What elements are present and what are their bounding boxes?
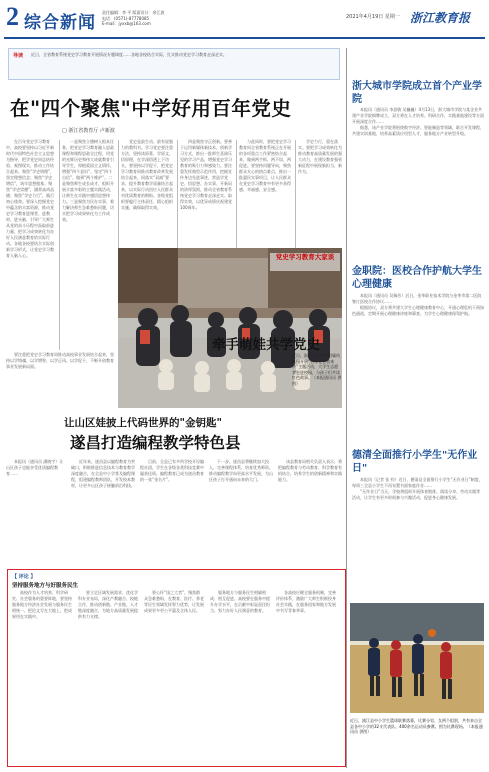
side-text-1: 本报讯（通讯员 李思敏 吴巍巍）4月13日，浙大城市学院与某企业共建产业学院揭牌成立，双方将在人才培养、科研合作、实践基地建设等方面开展深度合作…… 据悉，该产业学院将围绕数字经济、智能制造等领域，联合开发课程，共建实训基地，培养高素质应用型人才，服务地方产业转型升级。 — [352, 107, 484, 136]
basketball-photo — [350, 603, 484, 713]
bottom-col-5: 该县教育局相关负责人表示，将把编程教育与劳动教育、科学教育有机结合，培养学生的创新精神和实践能力。 — [278, 459, 342, 482]
opinion-title: 坚持服务地方与好服务民生 — [12, 583, 79, 589]
opinion-col-4: 服务地方与服务民生相辅相成、相互促进。高校要在服务中提升办学水平，在贡献中彰显责任担当，努力办好人民满意的教育。 — [210, 590, 270, 613]
bottom-title-2: 遂昌打造编程教学特色县 — [70, 434, 241, 452]
main-col-divider — [59, 140, 60, 350]
side-title-1: 浙大城市学院成立首个产业学院 — [352, 81, 482, 105]
opinion-box — [7, 569, 346, 767]
bottom-col-3: 目前，全县已有多所学校开设编程社团，学生在各级各类科技竞赛中屡获佳绩。编程教育已成为遂昌教育的一张“金名片”。 — [140, 459, 204, 482]
main-title: 在"四个聚焦"中学好用百年党史 — [10, 97, 292, 120]
column-stamp: 党史学习教育大家谈 — [270, 253, 340, 271]
masthead-logo: 浙江教育报 — [410, 11, 471, 25]
side-text-3: 本报讯（记者 张 钧）近日，德清县全面推行小学生“无作业日”制度，每周三全县小学生不再布置书面家庭作业…… “无作业日”当天，学校将组织开展体育锻炼、阅读分享、劳动实践等活动，让学生有更多时间参与兴趣活动，促进身心健康发展。 — [352, 477, 483, 500]
main-col-1b: 要注重把党史学习教育同推动高校事业发展结合起来，坚持以学铸魂、以学增智、以学正风、以学促干，不断开创教育事业发展新局面。 — [6, 352, 114, 369]
section-title: 综合新闻 — [24, 13, 96, 33]
bottom-col-4: 下一步，遂昌县将继续加大投入，完善课程体系，培育优秀师资，推动编程教学向更高水平发展，为山区孩子打开通向未来的大门。 — [209, 459, 273, 482]
opinion-col-2: 要立足区域发展需求，优化学科专业布局，深化产教融合、校地合作，推动创新链、产业链、人才链深度融合，为地方高质量发展提供有力支撑。 — [78, 590, 138, 619]
sidebar-divider — [346, 48, 347, 768]
editor-info: 责任编辑：李 平 版面设计：余江波 电话：(0571)-87778085 E-mail：jyxxb@163.com — [102, 10, 165, 27]
bottom-title-1: 让山区娃披上代码世界的"金钥匙" — [64, 417, 222, 429]
header-rule — [4, 37, 485, 39]
photo-caption-title: 牵手萌娃共学党史 — [212, 337, 320, 353]
basketball-caption: 近日，浦江县中小学生篮球联赛落幕，比赛分男、女两个组别，共有来自全县各中小学的32支代表队、400余名运动员参赛。图为比赛现场。（本报通讯员 供图） — [350, 718, 483, 734]
opinion-label: 【 评论 】 — [12, 574, 36, 580]
main-col-5: 与此同时，要把党史学习教育同全省教育系统正在开展的各项重点工作紧密结合起来，做到两手抓、两不误、两促进。要坚持问题导向，聚焦群众关心的热点难点，推出一批惠民实事项目，让人民群众在党史学习教育中有更多获得感、幸福感、安全感。 — [239, 139, 291, 192]
banner-text: 近日，全省教育系统党史学习教育开展情况专题调度……各地各校结合实际，扎实推动党史学习教育走深走实。 — [31, 52, 227, 57]
main-col-1: 在百年党史学习教育中，高校要坚持以习近平新时代中国特色社会主义思想为指导，把学党史同总结经验、观照现实、推动工作结合起来。聚焦“学史明理”，坚定理想信念；聚焦“学史增信”，筑牢思想根基；聚焦“学史崇德”，涵养高尚品德；聚焦“学史力行”，践行初心使命。要深入挖掘党史中蕴含的丰富资源，推动党史学习教育进课堂、进教材、进头脑，引导广大师生从党的奋斗历程中汲取前进力量，把学习成效转化为办好人民满意教育的实际行动。各地各校要结合实际创新学习形式，让党史学习教育入脑入心。 — [6, 139, 55, 258]
side-text-2: 本报讯（通讯员 吴佩芳）近日，金华职业技术学院与金华市第二医院签订医校合作协议…… 根据协议，双方将共建大学生心理健康教育中心，开通心理危机干预绿色通道，定期开展心理健康讲座和筛查，为学生心理健康保驾护航。 — [352, 293, 484, 316]
banner-label: 导读 — [13, 53, 24, 59]
issue-date: 2021年4月19日 星期一 — [346, 14, 400, 20]
opinion-col-1: 高校作为人才培养、科学研究、社会服务的重要阵地，要坚持服务地方经济社会发展与服务民生相统一，把论文写在大地上，把成果用在实践中。 — [12, 590, 72, 619]
main-byline: □ 浙江省教育厅 卢新波 — [62, 128, 115, 134]
bottom-col-2: 近年来，遂昌县以编程教育为突破口，积极推进信息技术与教育教学深度融合，在全县中小学普及编程课程，组建编程教师团队，开发校本教材，让更多山区孩子接触前沿科技。 — [71, 459, 135, 488]
opinion-col-3: 要心怀“国之大者”，聚焦群众急难愁盼，在教育、医疗、养老等民生领域发挥智力优势，让发展成果更多更公平惠及全体人民。 — [144, 590, 204, 613]
side-title-3: 德清全面推行小学生"无作业日" — [352, 450, 478, 474]
opinion-col-5: 各高校应健全服务机制，完善评价体系，激励广大师生积极投身社会实践，在服务国家和地方发展中书写青春华章。 — [276, 590, 336, 613]
banner — [8, 48, 340, 80]
side-title-2: 金职院：医校合作护航大学生心理健康 — [352, 266, 482, 290]
page-number: 2 — [6, 2, 19, 31]
main-col-3: 党史是最生动、最有说服力的教科书。学习党史要注重方法，坚持读原著、学原文、悟原理，在学深悟透上下功夫。要坚持以学促干，把党史学习教育同推动教育改革发展结合起来，同落实“双减”要求、提升教育教学质量结合起来，以实际行动回应人民群众对优质教育的期盼。各级党组织要履行主体责任，精心组织实施，确保取得实效。 — [121, 139, 173, 210]
main-col-4: 四是聚焦守正创新。要善于运用新媒体新技术，创新学习方式，推出一批师生喜闻乐见的学习产品，增强党史学习教育的吸引力和感染力。要注重发挥典型示范作用，挖掘宣传身边先进事迹，营造学党史、悟思想、办实事、开新局的浓厚氛围，推动全省教育系统党史学习教育走深走实、取得实效，以优异成绩庆祝建党100周年。 — [180, 139, 232, 210]
photo-note: 近日，浙江工业大学附属幼儿园开展“百年党史我来讲”主题活动，大学生志愿者走进校园，与孩子们共读红色故事。（本报通讯员 供图） — [292, 353, 342, 386]
main-col-6: 学史力行，重在落实。要把学习成效转化为推动教育高质量发展的强大动力，在建设教育强省新征程中展现新担当、新作为。 — [298, 139, 342, 174]
bottom-col-1: 本报讯（通讯员 潘晓宇）让山区孩子也能享受优质编程教育…… — [6, 459, 64, 476]
main-col-2: 一是聚焦立德树人根本任务，把党史学习教育融入思政课程和课程思政全过程，用党的光辉历史和伟大成就教育引导学生，厚植爱国主义情怀，增强“四个意识”、坚定“四个自信”、做到“两个维护”。二是聚焦师生成长成才，组织开展丰富多彩的主题实践活动，让师生在实践中感悟思想伟力。三是聚焦为民办实事，着力解决师生急难愁盼问题，切实把学习成果转化为工作成效。 — [62, 139, 114, 222]
